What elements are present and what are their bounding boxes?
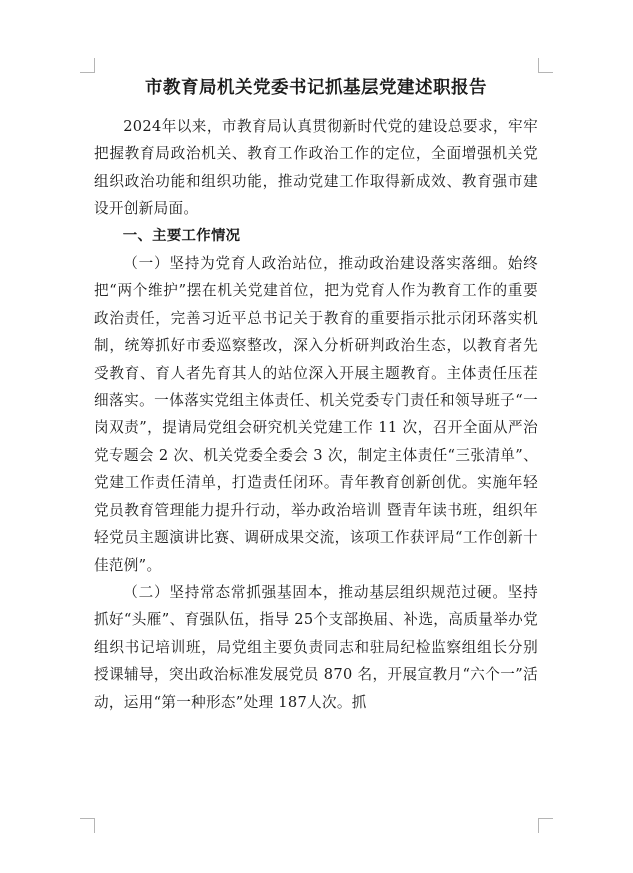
body-paragraph: （二）坚持常态常抓强基固本，推动基层组织规范过硬。坚持抓好“头雁”、育强队伍，指导 25个支部换届、补选，高质量举办党组织书记培训班，局党组主要负责同志和驻局纪检监察组组长分别授课辅导，突出政治标准发展党员 870 名，开展宣教月“六个一”活动，运用“第一种形态”处理 187人次。抓 [94, 583, 538, 711]
crop-mark-bottom-left [80, 818, 95, 833]
body-paragraph: （一）坚持为党育人政治站位，推动政治建设落实落细。始终把“两个维护”摆在机关党建首位，把为党育人作为教育工作的重要政治责任，完善习近平总书记关于教育的重要指示批示闭环落实机制，统筹抓好市委巡察整改，深入分析研判政治生态，以教育者先受教育、育人者先育其人的站位深入开展主题教育。主体责任压茬细落实。一体落实党组主体责任、机关党委专门责任和领导班子“一岗双责”，提请局党组会研究机关党建工作 11 次，召开全面从严治党专题会 2 次、机关党委全委会 3 次，制定主体责任“三张清单”、党建工作责任清单，打造责任闭环。青年教育创新创优。实施年轻党员教育管理能力提升行动，举办政治培训 暨青年读书班，组织年轻党员主题演讲比赛、调研成果交流，该项工作获评局“工作创新十佳范例”。 [94, 255, 538, 574]
crop-mark-top-left [80, 58, 95, 73]
crop-mark-bottom-right [538, 818, 553, 833]
document-body [94, 113, 538, 716]
crop-mark-top-right [538, 58, 553, 73]
intro-paragraph: 2024年以来，市教育局认真贯彻新时代党的建设总要求，牢牢把握教育局政治机关、教育工作政治工作的定位，全面增强机关党组织政治功能和组织功能，推动党建工作取得新成效、教育强市建设开创新局面。 [94, 118, 538, 218]
document-title: 市教育局机关党委书记抓基层党建述职报告 [145, 78, 487, 98]
section-heading: 一、主要工作情况 [122, 227, 241, 244]
